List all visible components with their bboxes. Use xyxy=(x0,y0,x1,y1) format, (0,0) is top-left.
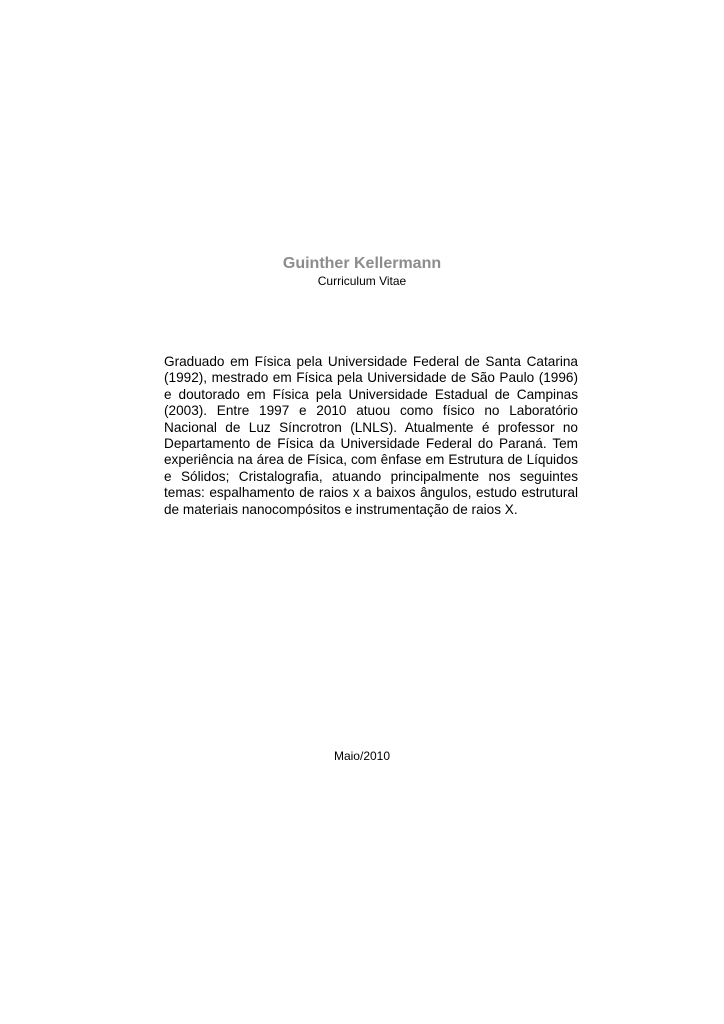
document-date: Maio/2010 xyxy=(333,749,391,763)
biography-paragraph: Graduado em Física pela Universidade Federal de Santa Catarina (1992), mestrado em Física pela Universidade de São Paulo (1996) e doutorado em Física pela Universidade Estadual de Campinas (2003). Entre 1997 e 2010 atuou como físico no Laboratório Nacional de Luz Síncrotron (LNLS). Atualmente é professor no Departamento de Física da Universidade Federal do Paraná. Tem experiência na área de Física, com ênfase em Estrutura de Líquidos e Sólidos; Cristalografia, atuando principalmente nos seguintes temas: espalhamento de raios x a baixos ângulos, estudo estrutural de materiais nanocompósitos e instrumentação de raios X. xyxy=(164,354,578,517)
document-subtitle: Curriculum Vitae xyxy=(317,274,407,288)
author-name: Guinther Kellermann xyxy=(282,255,442,272)
